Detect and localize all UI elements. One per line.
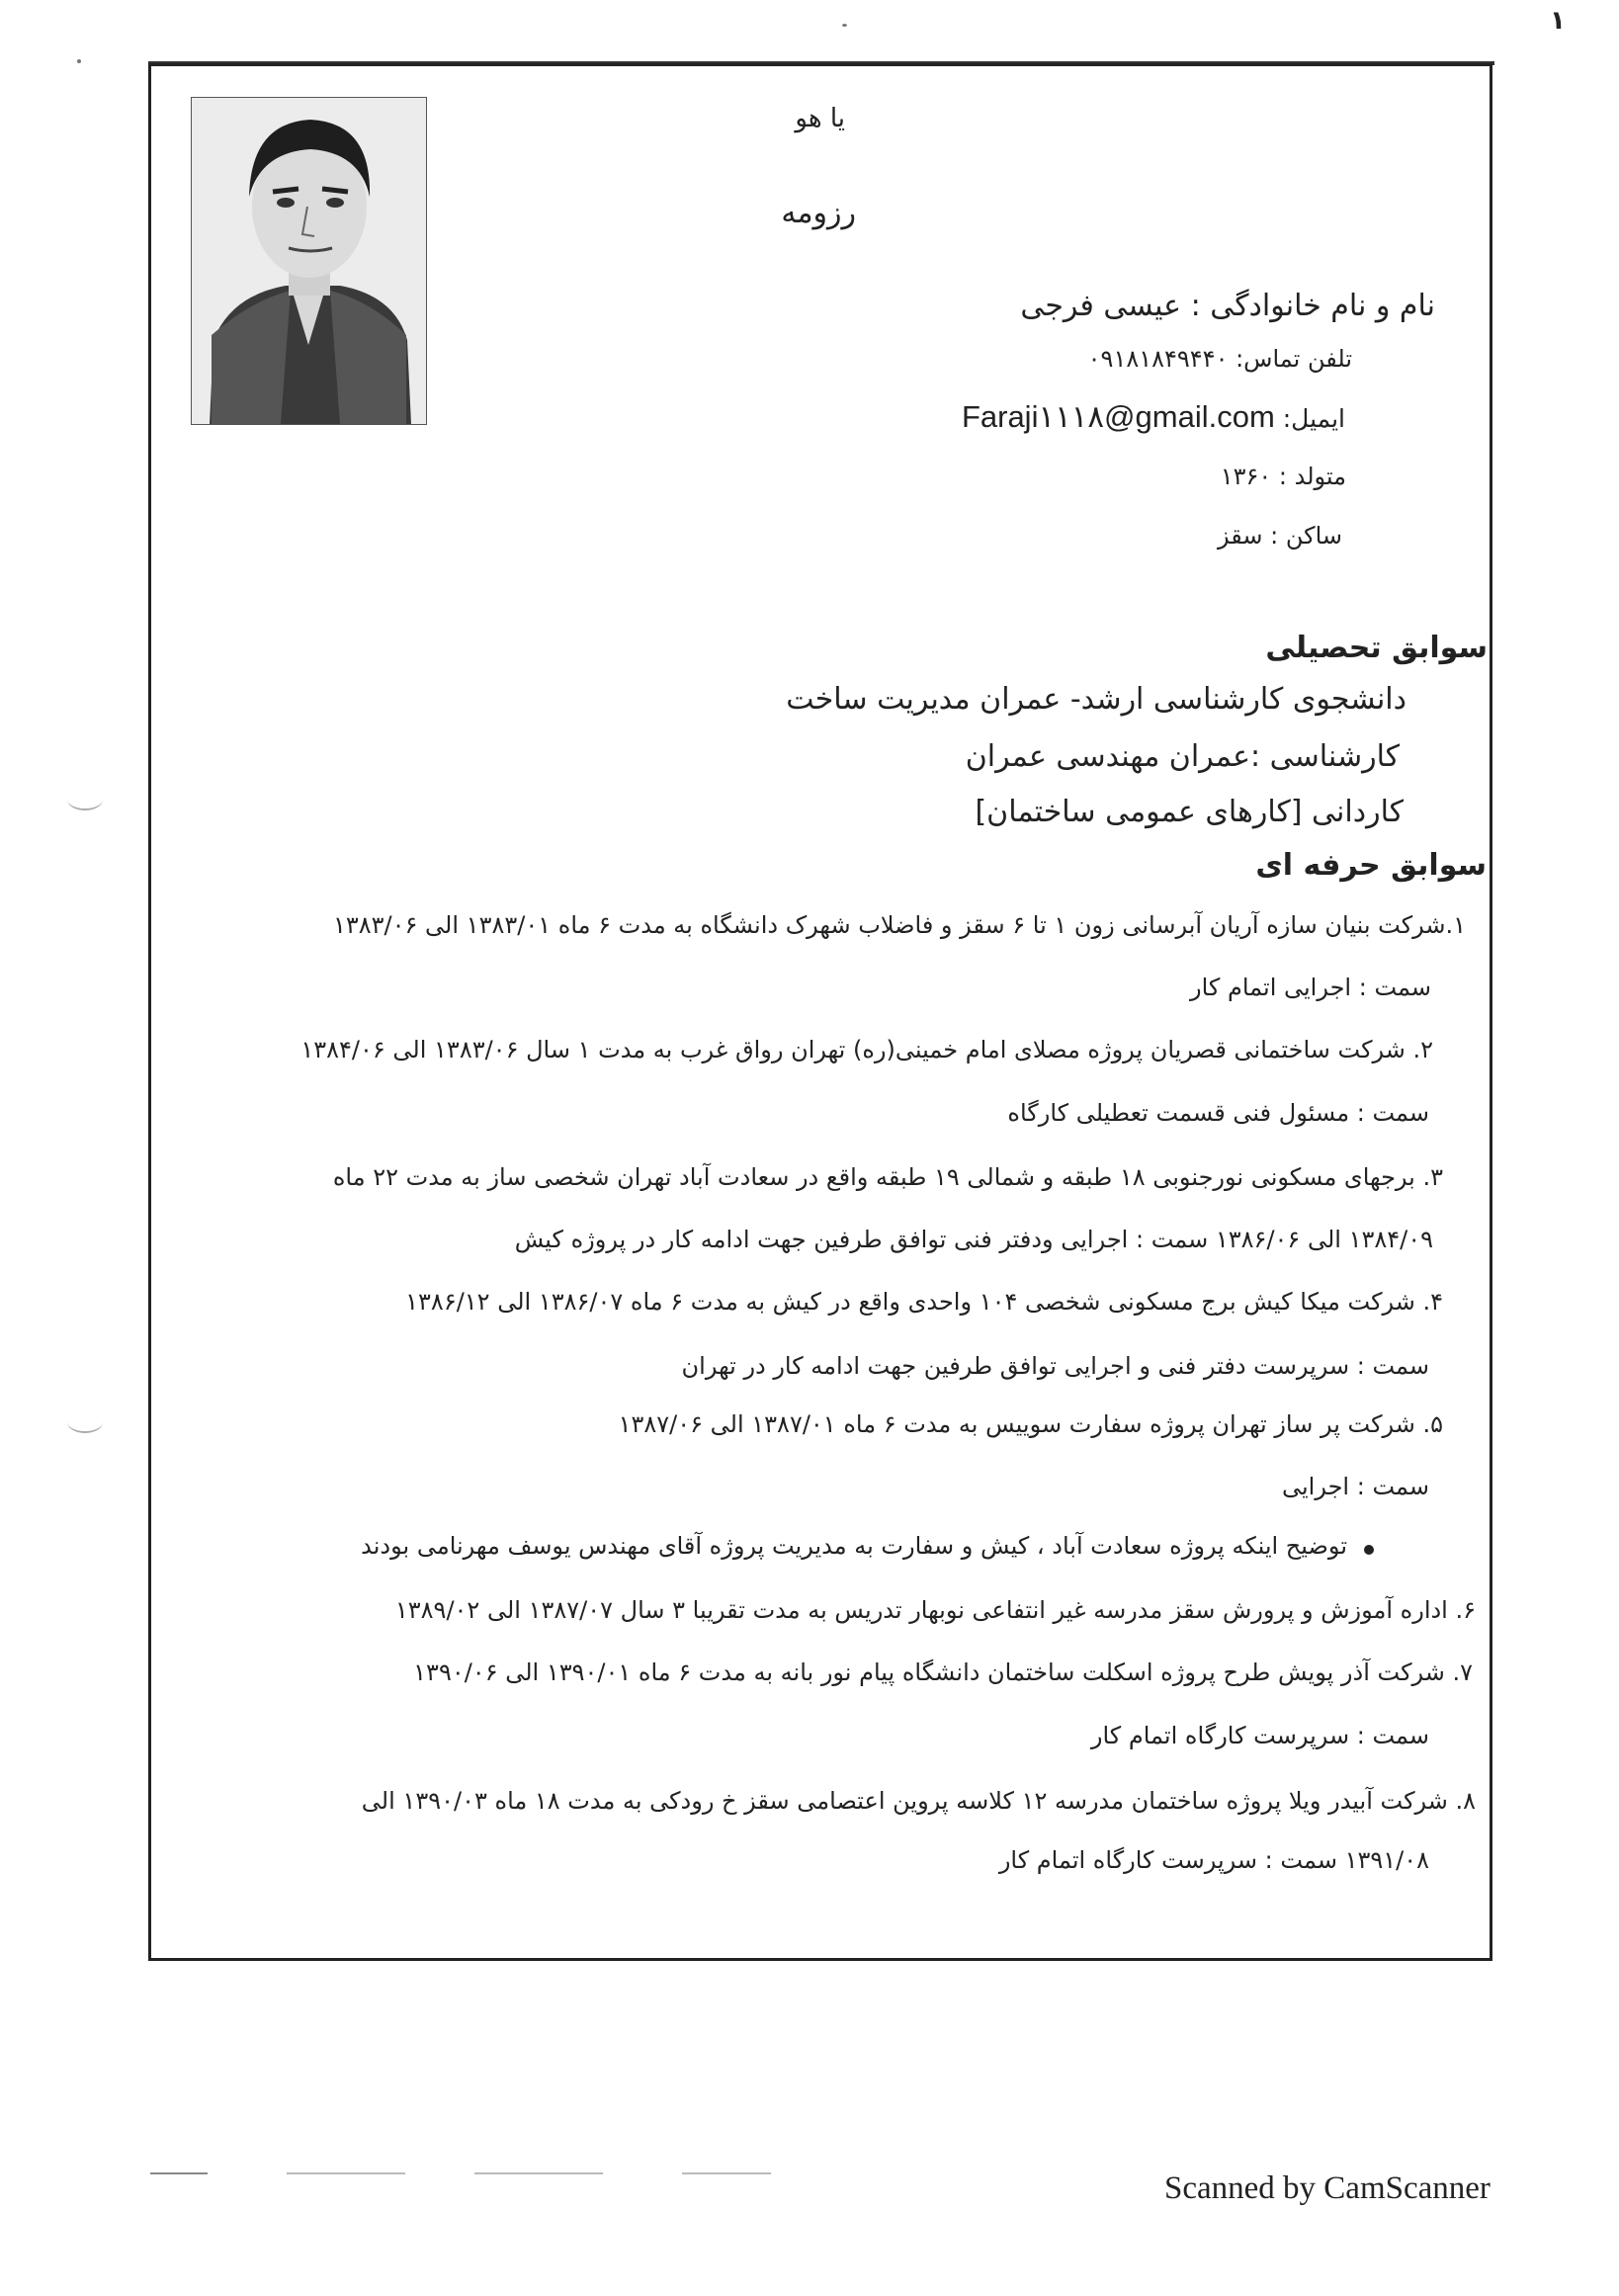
scan-speck <box>77 59 81 63</box>
scan-artifact <box>474 2172 603 2174</box>
experience-line: ۷. شرکت آذر پویش طرح پروژه اسکلت ساختمان دانشگاه پیام نور بانه به مدت ۶ ماه ۱۳۹۰/۰۱ الی ۱۳۹۰/۰۶ <box>413 1658 1473 1686</box>
education-item: دانشجوی کارشناسی ارشد- عمران مدیریت ساخت <box>786 682 1406 717</box>
experience-line: سمت : اجرایی اتمام کار <box>1190 974 1431 1001</box>
experience-line: ۱۳۹۱/۰۸ سمت : سرپرست کارگاه اتمام کار <box>998 1846 1429 1874</box>
punch-hole-mark <box>67 1411 103 1433</box>
experience-line: ۴. شرکت میکا کیش برج مسکونی شخصی ۱۰۴ واحدی واقع در کیش به مدت ۶ ماه ۱۳۸۶/۰۷ الی ۱۳۸۶/۱۲ <box>405 1288 1443 1316</box>
experience-line: ۵. شرکت پر ساز تهران پروژه سفارت سوییس به مدت ۶ ماه ۱۳۸۷/۰۱ الی ۱۳۸۷/۰۶ <box>618 1410 1443 1438</box>
experience-line: ۶. اداره آموزش و پرورش سقز مدرسه غیر انتفاعی نوبهار تدریس به مدت تقریبا ۳ سال ۱۳۸۷/۰۷ الی ۱۳۸۹/۰۲ <box>394 1596 1476 1624</box>
experience-line: ۲. شرکت ساختمانی قصریان پروژه مصلای امام خمینی(ره) تهران رواق غرب به مدت ۱ سال ۱۳۸۳/۰۶ الی ۱۳۸۴/۰۶ <box>300 1036 1433 1063</box>
scan-speck <box>842 24 847 27</box>
experience-line: سمت : مسئول فنی قسمت تعطیلی کارگاه <box>1007 1099 1429 1127</box>
invocation-heading: یا هو <box>795 104 845 133</box>
education-item: کاردانی [کارهای عمومی ساختمان] <box>975 795 1404 829</box>
phone-number: تلفن تماس: ۰۹۱۸۱۸۴۹۴۴۰ <box>1087 345 1352 373</box>
email-label: ایمیل: <box>1282 404 1345 433</box>
bullet-icon <box>1364 1545 1374 1555</box>
experience-line: سمت : سرپرست دفتر فنی و اجرایی توافق طرفین جهت ادامه کار در تهران <box>681 1352 1429 1380</box>
page-number: ۱ <box>1550 6 1566 36</box>
experience-line: ۸. شرکت آبیدر ویلا پروژه ساختمان مدرسه ۱۲ کلاسه پروین اعتصامی سقز خ رودکی به مدت ۱۸ ماه ۱۳۹۰/۰۳ الی <box>361 1787 1476 1815</box>
experience-line: ۳. برجهای مسکونی نورجنوبی ۱۸ طبقه و شمالی ۱۹ طبقه واقع در سعادت آباد تهران شخصی ساز به مدت ۲۲ ماه <box>332 1163 1443 1191</box>
residence: ساکن : سقز <box>1218 522 1342 550</box>
education-item: کارشناسی :عمران مهندسی عمران <box>965 739 1400 774</box>
email-address: Faraji۱۱۱۸@gmail.com <box>961 399 1275 434</box>
experience-line: سمت : سرپرست کارگاه اتمام کار <box>1090 1722 1429 1749</box>
experience-line: ۱.شرکت بنیان سازه آریان آبرسانی زون ۱ تا ۶ سقز و فاضلاب شهرک دانشگاه به مدت ۶ ماه ۱۳۸۳/۰۱ الی ۱۳۸۳/۰۶ <box>332 911 1466 939</box>
experience-note: توضیح اینکه پروژه سعادت آباد ، کیش و سفارت به مدیریت پروژه آقای مهندس یوسف مهرنامی بودند <box>361 1532 1347 1560</box>
scan-artifact <box>682 2172 771 2174</box>
person-photo-icon <box>192 98 426 424</box>
scan-artifact <box>287 2172 405 2174</box>
birth-year: متولد : ۱۳۶۰ <box>1220 463 1346 490</box>
experience-heading: سوابق حرفه ای <box>1255 848 1487 883</box>
punch-hole-mark <box>67 789 103 810</box>
experience-line: سمت : اجرایی <box>1282 1473 1429 1500</box>
full-name: نام و نام خانوادگی : عیسی فرجی <box>1020 289 1435 323</box>
scanner-watermark: Scanned by CamScanner <box>1164 2170 1491 2206</box>
portrait-photo <box>191 97 427 425</box>
email-row <box>946 399 1345 435</box>
experience-line: ۱۳۸۴/۰۹ الی ۱۳۸۶/۰۶ سمت : اجرایی ودفتر فنی توافق طرفین جهت ادامه کار در پروژه کیش <box>514 1226 1433 1253</box>
scan-artifact <box>150 2172 208 2174</box>
education-heading: سوابق تحصیلی <box>1265 631 1488 665</box>
document-title: رزومه <box>781 196 856 230</box>
